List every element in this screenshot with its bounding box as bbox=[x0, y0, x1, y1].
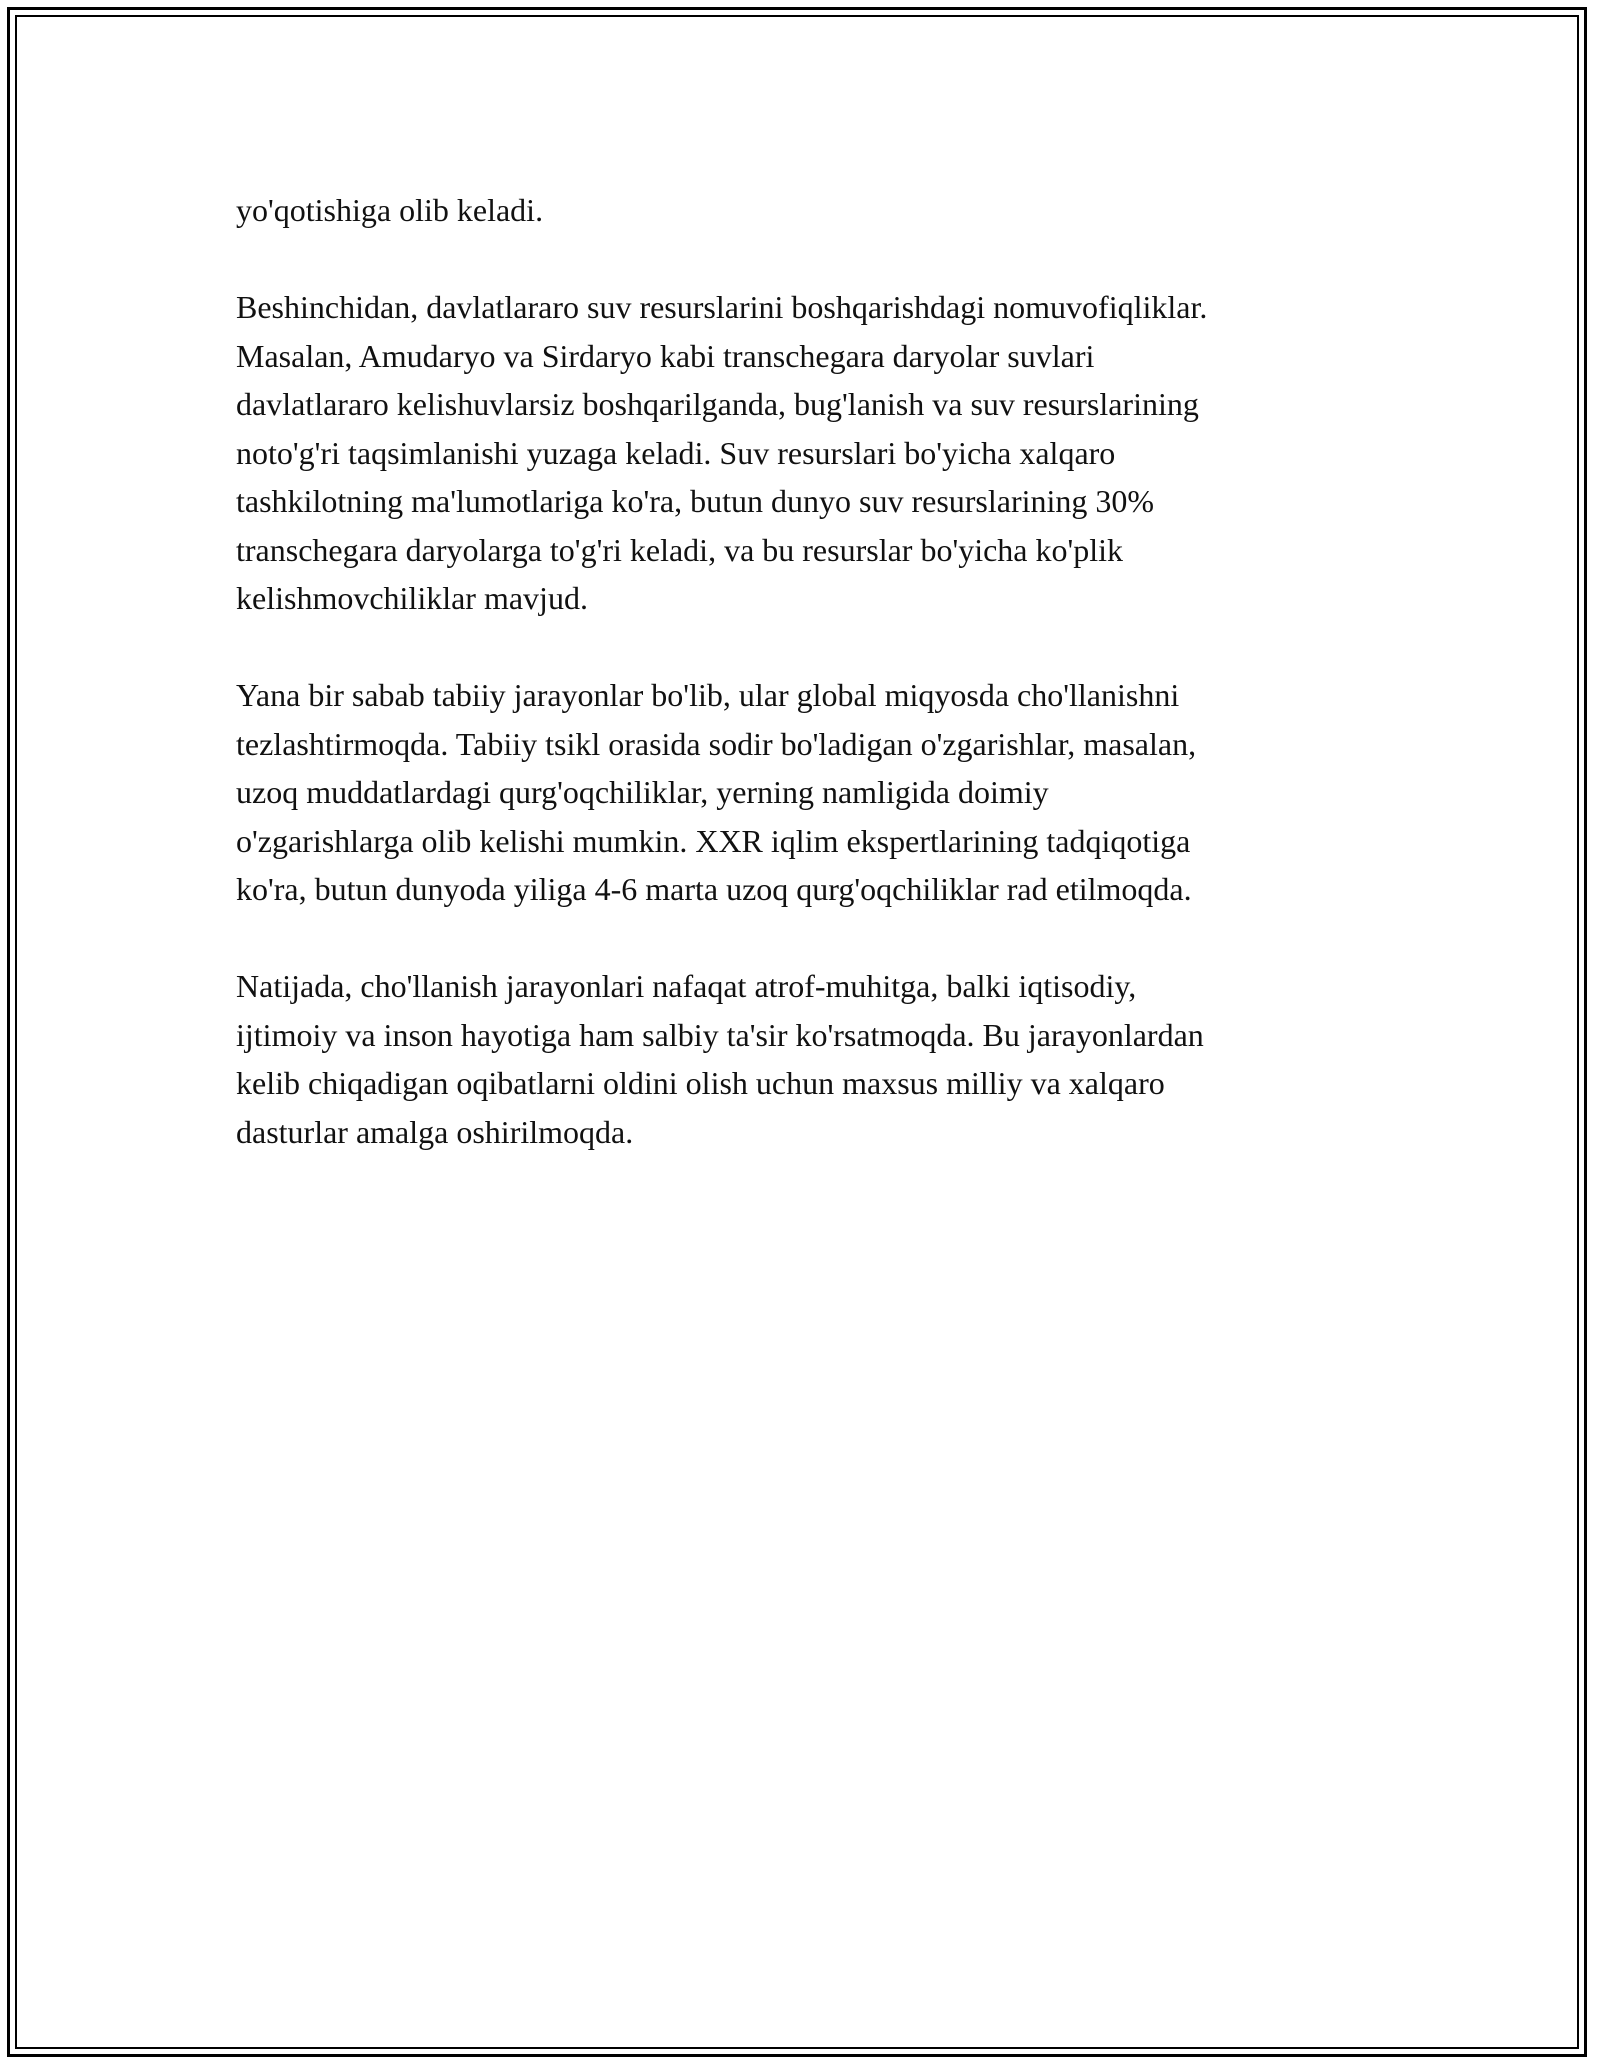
paragraph-4: Natijada, cho'llanish jarayonlari nafaqat atrof-muhitga, balki iqtisodiy, ijtimoiy va inson hayotiga ham salbiy ta'sir ko'rsatmoqda. Bu jarayonlardan kelib chiqadigan oqibatlarni oldini olish uchun maxsus milliy va xalqaro dasturlar amalga oshirilmoqda. bbox=[236, 968, 1204, 1150]
paragraph-1: yo'qotishiga olib keladi. bbox=[236, 192, 544, 228]
paragraph-2: Beshinchidan, davlatlararo suv resurslarini boshqarishdagi nomuvofiqliklar. Masalan, Amudaryo va Sirdaryo kabi transchegara daryolar suvlari davlatlararo kelishuvlarsiz boshqarilganda, bug'lanish va suv resurslarining noto'g'ri taqsimlanishi yuzaga keladi. Suv resurslari bo'yicha xalqaro tashkilotning ma'lumotlariga ko'ra, butun dunyo suv resurslarining 30% transchegara daryolarga to'g'ri keladi, va bu resurslar bo'yicha ko'plik kelishmovchiliklar mavjud. bbox=[236, 289, 1208, 616]
paragraph-3: Yana bir sabab tabiiy jarayonlar bo'lib, ular global miqyosda cho'llanishni tezlashtirmoqda. Tabiiy tsikl orasida sodir bo'ladigan o'zgarishlar, masalan, uzoq muddatlardagi qurg'oqchiliklar, yerning namligida doimiy o'zgarishlarga olib kelishi mumkin. XXR iqlim ekspertlarining tadqiqotiga ko'ra, butun dunyoda yiliga 4-6 marta uzoq qurg'oqchiliklar rad etilmoqda. bbox=[236, 677, 1197, 907]
document-body bbox=[236, 186, 1376, 1205]
